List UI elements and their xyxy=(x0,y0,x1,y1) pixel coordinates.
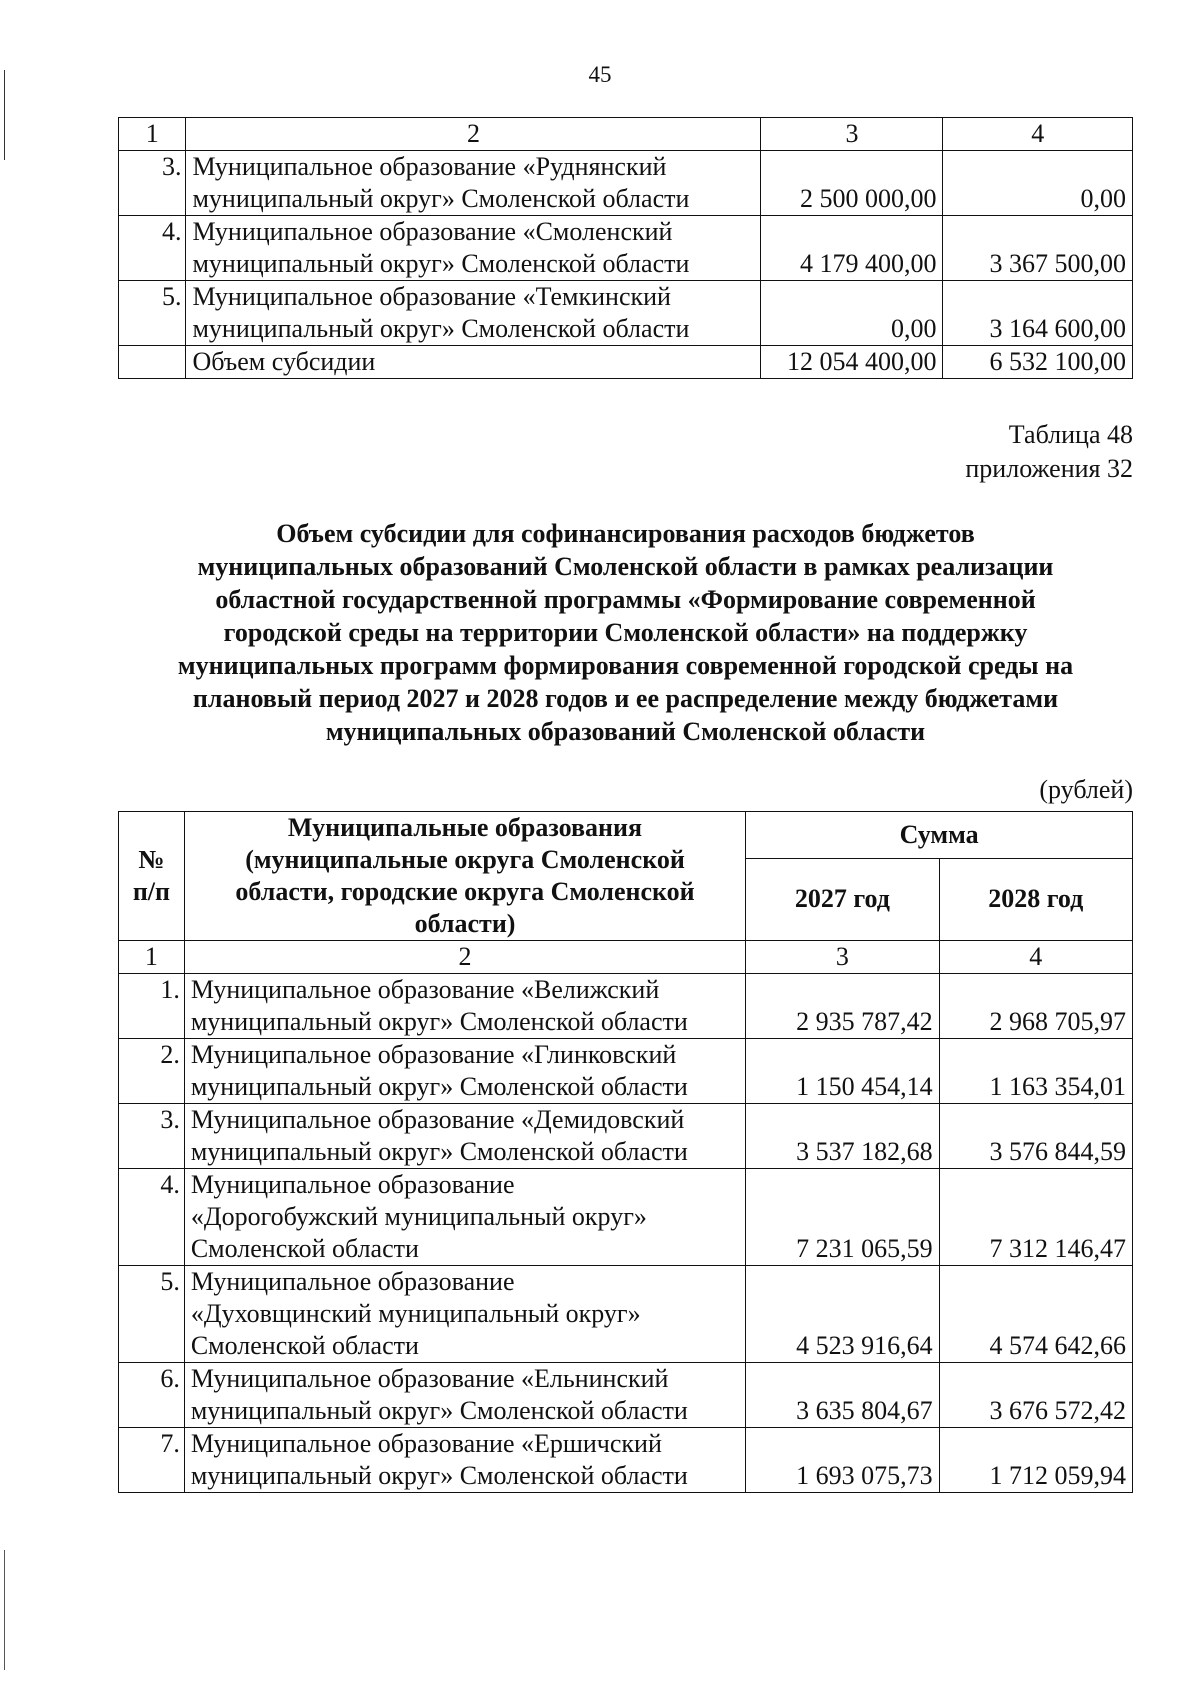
total-2027: 12 054 400,00 xyxy=(761,346,943,379)
document-title xyxy=(118,517,1133,748)
amount-2027: 1 693 075,73 xyxy=(746,1428,939,1493)
name-line: Муниципальное образование «Глинковский xyxy=(190,1040,677,1069)
title-line: областной государственной программы «Формирование современной xyxy=(215,585,1036,614)
name-line: муниципальный округ» Смоленской области xyxy=(192,184,690,213)
row-number: 6. xyxy=(119,1363,185,1428)
amount-2028: 2 968 705,97 xyxy=(939,974,1132,1039)
name-line: «Дорогобужский муниципальный округ» xyxy=(190,1202,647,1231)
amount-2028: 3 164 600,00 xyxy=(943,281,1133,346)
title-line: Объем субсидии для софинансирования расходов бюджетов xyxy=(276,519,975,548)
header-line: п/п xyxy=(132,877,171,906)
municipality-name xyxy=(184,1169,745,1266)
title-line: муниципальных образований Смоленской области xyxy=(325,717,926,746)
name-line: муниципальный округ» Смоленской области xyxy=(192,249,690,278)
municipality-name xyxy=(184,1428,745,1493)
empty-cell xyxy=(119,346,186,379)
header-municipalities xyxy=(184,812,745,941)
table-row xyxy=(119,1428,1133,1493)
name-line: Муниципальное образование xyxy=(190,1267,515,1296)
amount-2028: 3 576 844,59 xyxy=(939,1104,1132,1169)
name-line: Муниципальное образование «Ельнинский xyxy=(190,1364,669,1393)
name-line: муниципальный округ» Смоленской области xyxy=(190,1137,688,1166)
municipality-name xyxy=(184,1039,745,1104)
amount-2028: 7 312 146,47 xyxy=(939,1169,1132,1266)
amount-2028: 4 574 642,66 xyxy=(939,1266,1132,1363)
row-number: 2. xyxy=(119,1039,185,1104)
table-row xyxy=(119,1266,1133,1363)
header-line: области, городские округа Смоленской xyxy=(235,877,695,906)
header-line: (муниципальные округа Смоленской xyxy=(245,845,685,874)
table-row xyxy=(119,151,1133,216)
row-number: 3. xyxy=(119,151,186,216)
header-line: Муниципальные образования xyxy=(287,813,643,842)
units-label: (рублей) xyxy=(1039,775,1133,804)
municipality-name xyxy=(186,281,761,346)
header-line: № xyxy=(138,845,165,874)
row-number: 4. xyxy=(119,216,186,281)
municipality-name xyxy=(184,974,745,1039)
municipality-name xyxy=(186,151,761,216)
appendix-number: приложения 32 xyxy=(965,454,1133,483)
table-row xyxy=(119,216,1133,281)
amount-2027: 4 179 400,00 xyxy=(761,216,943,281)
table-number: Таблица 48 xyxy=(1008,420,1133,449)
amount-2028: 3 676 572,42 xyxy=(939,1363,1132,1428)
table-row xyxy=(119,281,1133,346)
table-row xyxy=(119,974,1133,1039)
name-line: муниципальный округ» Смоленской области xyxy=(192,314,690,343)
name-line: Муниципальное образование «Темкинский xyxy=(192,282,671,311)
amount-2027: 1 150 454,14 xyxy=(746,1039,939,1104)
municipality-name xyxy=(184,1363,745,1428)
row-number: 3. xyxy=(119,1104,185,1169)
column-number: 4 xyxy=(943,118,1133,151)
amount-2028: 3 367 500,00 xyxy=(943,216,1133,281)
header-sum: Сумма xyxy=(746,812,1133,859)
total-row xyxy=(119,346,1133,379)
name-line: муниципальный округ» Смоленской области xyxy=(190,1396,688,1425)
amount-2027: 7 231 065,59 xyxy=(746,1169,939,1266)
name-line: Муниципальное образование xyxy=(190,1170,515,1199)
row-number: 5. xyxy=(119,281,186,346)
title-line: муниципальных образований Смоленской области в рамках реализации xyxy=(197,552,1054,581)
table-row xyxy=(119,1039,1133,1104)
column-number-row xyxy=(119,118,1133,151)
municipality-name xyxy=(184,1104,745,1169)
title-line: плановый период 2027 и 2028 годов и ее распределение между бюджетами xyxy=(192,684,1059,713)
name-line: Муниципальное образование «Ершичский xyxy=(190,1429,662,1458)
column-number: 1 xyxy=(119,118,186,151)
column-number: 1 xyxy=(119,941,185,974)
name-line: муниципальный округ» Смоленской области xyxy=(190,1072,688,1101)
name-line: «Духовщинский муниципальный округ» xyxy=(190,1299,641,1328)
name-line: Муниципальное образование «Смоленский xyxy=(192,217,673,246)
row-number: 1. xyxy=(119,974,185,1039)
table-row xyxy=(119,1363,1133,1428)
amount-2027: 4 523 916,64 xyxy=(746,1266,939,1363)
scan-margin-line xyxy=(4,1550,5,1670)
amount-2027: 0,00 xyxy=(761,281,943,346)
name-line: муниципальный округ» Смоленской области xyxy=(190,1461,688,1490)
table-row xyxy=(119,1104,1133,1169)
name-line: муниципальный округ» Смоленской области xyxy=(190,1007,688,1036)
column-number: 3 xyxy=(761,118,943,151)
column-number-row xyxy=(119,941,1133,974)
total-label: Объем субсидии xyxy=(186,346,761,379)
column-number: 3 xyxy=(746,941,939,974)
table-continuation xyxy=(118,117,1133,379)
total-2028: 6 532 100,00 xyxy=(943,346,1133,379)
subsidy-distribution-table xyxy=(118,811,1133,1493)
name-line: Муниципальное образование «Демидовский xyxy=(190,1105,685,1134)
row-number: 7. xyxy=(119,1428,185,1493)
name-line: Смоленской области xyxy=(190,1331,419,1360)
header-number xyxy=(119,812,185,941)
table-row xyxy=(119,1169,1133,1266)
name-line: Муниципальное образование «Руднянский xyxy=(192,152,667,181)
amount-2027: 3 635 804,67 xyxy=(746,1363,939,1428)
header-2028: 2028 год xyxy=(939,858,1132,940)
column-number: 2 xyxy=(186,118,761,151)
title-line: городской среды на территории Смоленской области» на поддержку xyxy=(223,618,1028,647)
column-number: 4 xyxy=(939,941,1132,974)
amount-2027: 2 500 000,00 xyxy=(761,151,943,216)
header-2027: 2027 год xyxy=(746,858,939,940)
page-number: 45 xyxy=(588,62,612,87)
header-row xyxy=(119,812,1133,859)
amount-2027: 3 537 182,68 xyxy=(746,1104,939,1169)
name-line: Смоленской области xyxy=(190,1234,419,1263)
row-number: 4. xyxy=(119,1169,185,1266)
amount-2028: 1 712 059,94 xyxy=(939,1428,1132,1493)
row-number: 5. xyxy=(119,1266,185,1363)
header-line: области) xyxy=(414,909,516,938)
amount-2028: 1 163 354,01 xyxy=(939,1039,1132,1104)
table-caption xyxy=(965,418,1133,486)
title-line: муниципальных программ формирования современной городской среды на xyxy=(177,651,1074,680)
amount-2028: 0,00 xyxy=(943,151,1133,216)
name-line: Муниципальное образование «Велижский xyxy=(190,975,660,1004)
column-number: 2 xyxy=(184,941,745,974)
municipality-name xyxy=(186,216,761,281)
amount-2027: 2 935 787,42 xyxy=(746,974,939,1039)
municipality-name xyxy=(184,1266,745,1363)
